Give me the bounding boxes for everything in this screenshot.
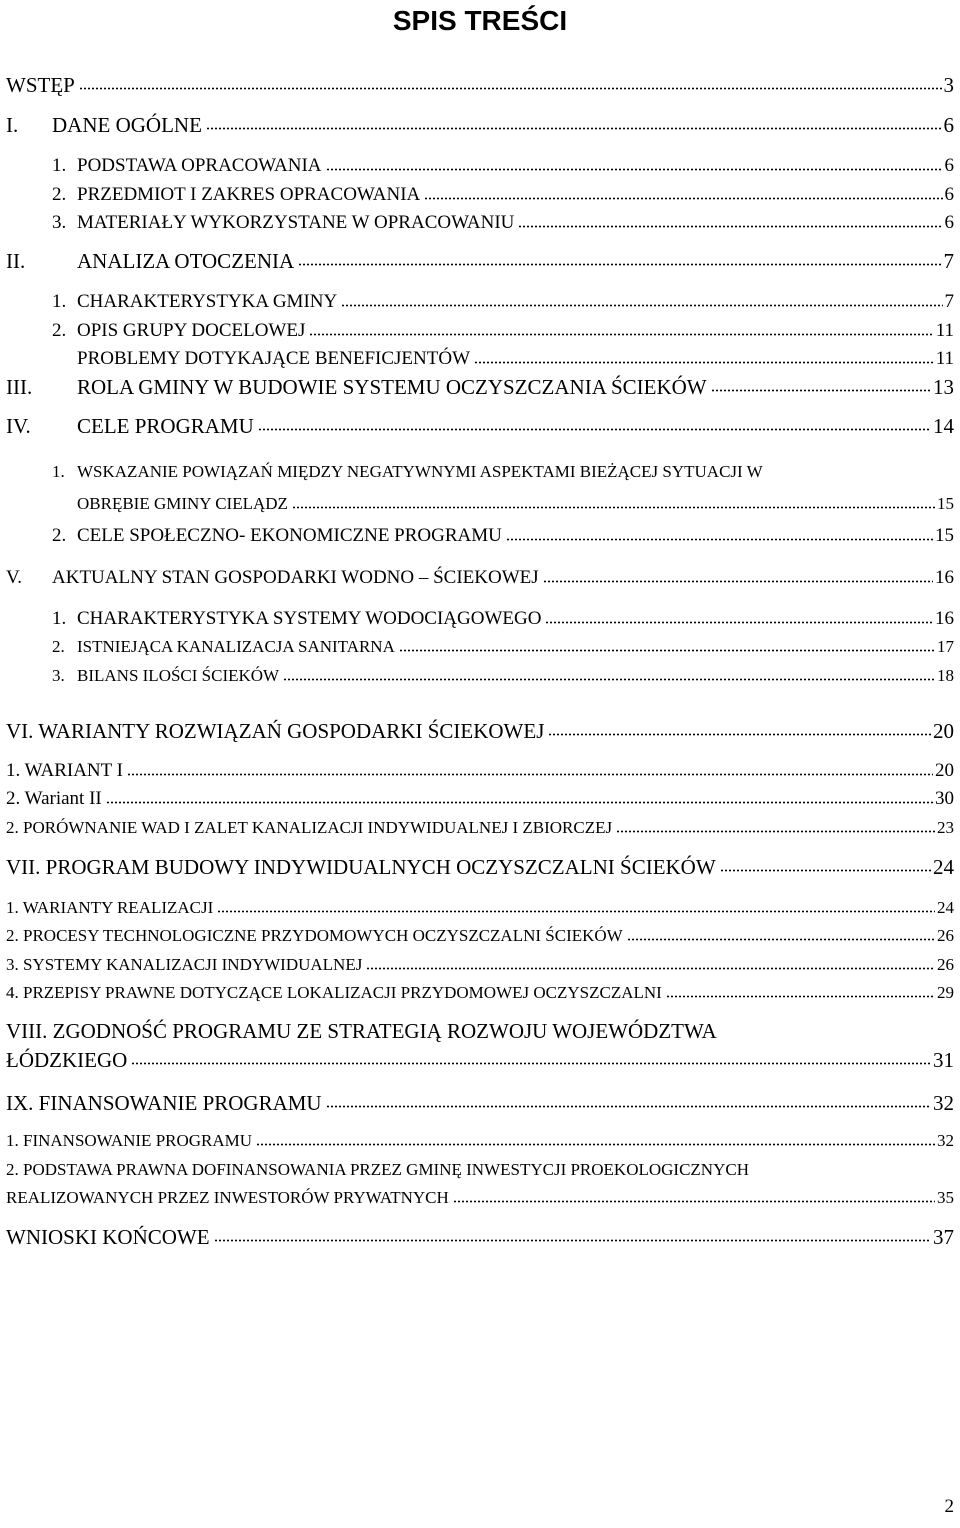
- toc-entry[interactable]: [0, 661, 960, 691]
- dot-leader: [79, 78, 942, 90]
- dot-leader: [666, 986, 935, 998]
- dot-leader: [309, 324, 933, 336]
- toc-entry-label: OBRĘBIE GMINY CIELĄDZ: [77, 494, 288, 513]
- toc-entry-label: OPIS GRUPY DOCELOWEJ: [77, 320, 306, 341]
- toc-entry-page: 6: [944, 184, 954, 205]
- toc-entry-label: ISTNIEJĄCA KANALIZACJA SANITARNA: [77, 637, 395, 656]
- toc-entry-label: ŁÓDZKIEGO: [6, 1047, 128, 1072]
- toc-entry-number: II.: [6, 248, 26, 273]
- dot-leader: [326, 1096, 931, 1108]
- toc-entry[interactable]: [0, 287, 960, 317]
- dot-leader: [256, 1134, 935, 1146]
- toc-entry[interactable]: [0, 372, 960, 402]
- toc-entry[interactable]: [0, 70, 960, 100]
- toc-entry-page: 13: [933, 374, 954, 399]
- toc-entry-page: 18: [937, 666, 954, 685]
- dot-leader: [506, 529, 933, 541]
- toc-entry-number: 2.: [52, 320, 67, 341]
- dot-leader: [627, 929, 935, 941]
- dot-leader: [341, 295, 942, 307]
- toc-entry[interactable]: [0, 110, 960, 140]
- toc-entry-page: 7: [944, 291, 954, 312]
- toc-entry[interactable]: [0, 521, 960, 551]
- toc-entry[interactable]: [0, 921, 960, 951]
- toc-entry-label: PODSTAWA OPRACOWANIA: [77, 155, 322, 176]
- toc-entry[interactable]: [0, 344, 960, 374]
- toc-entry-number: V.: [6, 567, 23, 588]
- dot-leader: [292, 497, 935, 509]
- toc-entry-label: REALIZOWANYCH PRZEZ INWESTORÓW PRYWATNYCH: [6, 1188, 449, 1207]
- toc-entry[interactable]: [0, 1088, 960, 1118]
- toc-entry-label: BILANS ILOŚCI ŚCIEKÓW: [77, 666, 280, 685]
- toc-entry[interactable]: [0, 489, 960, 519]
- toc-entry-page: 14: [933, 413, 954, 438]
- dot-leader: [518, 216, 942, 228]
- toc-entry-page: 16: [935, 567, 954, 588]
- toc-entry-label: IX. FINANSOWANIE PROGRAMU: [6, 1090, 322, 1115]
- toc-entry-page: 26: [937, 955, 954, 974]
- toc-entry[interactable]: [0, 1222, 960, 1252]
- toc-entry[interactable]: [0, 1126, 960, 1156]
- toc-entry[interactable]: [0, 151, 960, 181]
- page-title: SPIS TREŚCI: [392, 5, 568, 36]
- dot-leader: [258, 419, 931, 431]
- dot-leader: [127, 764, 933, 776]
- toc-entry-label: 2. PODSTAWA PRAWNA DOFINANSOWANIA PRZEZ GMINĘ INWESTYCJI PROEKOLOGICZNYCH: [6, 1160, 749, 1179]
- toc-entry[interactable]: [0, 411, 960, 441]
- dot-leader: [616, 821, 935, 833]
- toc-entry-label: 1. FINANSOWANIE PROGRAMU: [6, 1131, 253, 1150]
- toc-entry-page: 17: [937, 637, 954, 656]
- toc-entry[interactable]: [0, 756, 960, 786]
- toc-entry-page: 24: [937, 898, 954, 917]
- toc-entry-label: 2. PORÓWNANIE WAD I ZALET KANALIZACJI INDYWIDUALNEJ I ZBIORCZEJ: [6, 818, 613, 837]
- toc-entry-number: 1.: [52, 608, 67, 629]
- dot-leader: [131, 1053, 931, 1065]
- toc-entry[interactable]: [0, 813, 960, 843]
- toc-entry-page: 29: [937, 983, 954, 1002]
- toc-entry-page: 37: [933, 1224, 954, 1249]
- dot-leader: [206, 118, 942, 130]
- toc-entry[interactable]: [0, 978, 960, 1008]
- toc-entry[interactable]: [0, 632, 960, 662]
- dot-leader: [453, 1191, 935, 1203]
- toc-entry-page: 3: [943, 72, 954, 97]
- dot-leader: [424, 188, 942, 200]
- toc-entry[interactable]: [0, 1183, 960, 1213]
- toc-entry-label: 4. PRZEPISY PRAWNE DOTYCZĄCE LOKALIZACJI PRZYDOMOWEJ OCZYSZCZALNI: [6, 983, 662, 1002]
- toc-entry-page: 23: [937, 818, 954, 837]
- toc-entry-number: 2.: [52, 637, 65, 656]
- toc-entry-label: 1. WARIANT I: [6, 760, 123, 781]
- toc-entry-label: MATERIAŁY WYKORZYSTANE W OPRACOWANIU: [77, 212, 515, 233]
- toc-entry[interactable]: [0, 893, 960, 923]
- toc-entry-page: 11: [935, 320, 954, 341]
- toc-entry-number: I.: [6, 112, 19, 137]
- page-number: 2: [944, 1496, 954, 1517]
- toc-entry-label: DANE OGÓLNE: [52, 112, 202, 137]
- toc-entry-page: 32: [933, 1090, 954, 1115]
- toc-entry-page: 26: [937, 926, 954, 945]
- toc-entry-page: 6: [944, 212, 954, 233]
- dot-leader: [283, 669, 935, 681]
- dot-leader: [366, 958, 935, 970]
- dot-leader: [106, 792, 933, 804]
- toc-entry-label: VII. PROGRAM BUDOWY INDYWIDUALNYCH OCZYSZCZALNI ŚCIEKÓW: [6, 854, 716, 879]
- toc-entry[interactable]: [0, 950, 960, 980]
- toc-entry-label: VIII. ZGODNOŚĆ PROGRAMU ZE STRATEGIĄ ROZWOJU WOJEWÓDZTWA: [6, 1018, 717, 1043]
- toc-entry-label: 2. Wariant II: [6, 788, 102, 809]
- toc-entry-page: 7: [943, 248, 954, 273]
- dot-leader: [720, 860, 931, 872]
- toc-entry[interactable]: [0, 852, 960, 882]
- dot-leader: [711, 380, 931, 392]
- dot-leader: [548, 724, 931, 736]
- toc-entry-label: WSKAZANIE POWIĄZAŃ MIĘDZY NEGATYWNYMI ASPEKTAMI BIEŻĄCEJ SYTUACJI W: [77, 462, 763, 481]
- toc-entry-page: 31: [933, 1047, 954, 1072]
- toc-entry-label: VI. WARIANTY ROZWIĄZAŃ GOSPODARKI ŚCIEKOWEJ: [6, 718, 545, 743]
- toc-entry-page: 24: [933, 854, 954, 879]
- dot-leader: [214, 1230, 931, 1242]
- toc-entry-label: CHARAKTERYSTYKA GMINY: [77, 291, 338, 312]
- toc-entry[interactable]: [0, 604, 960, 634]
- dot-leader: [399, 640, 935, 652]
- toc-entry[interactable]: [0, 1045, 960, 1075]
- toc-entry-page: 6: [943, 112, 954, 137]
- toc-entry-number: 1.: [52, 291, 67, 312]
- dot-leader: [474, 352, 934, 364]
- toc-entry-number: 1.: [52, 155, 67, 176]
- toc-entry-page: 30: [935, 788, 954, 809]
- toc-entry-page: 20: [935, 760, 954, 781]
- dot-leader: [543, 571, 933, 583]
- toc-entry[interactable]: [0, 457, 960, 487]
- dot-leader: [545, 612, 933, 624]
- toc-entry-label: 3. SYSTEMY KANALIZACJI INDYWIDUALNEJ: [6, 955, 363, 974]
- toc-entry-page: 35: [937, 1188, 954, 1207]
- toc-entry-label: PROBLEMY DOTYKAJĄCE BENEFICJENTÓW: [77, 348, 471, 369]
- toc-entry-label: CELE PROGRAMU: [77, 413, 254, 438]
- toc-entry-page: 6: [944, 155, 954, 176]
- toc-entry-page: 15: [937, 494, 954, 513]
- toc-entry-label: ROLA GMINY W BUDOWIE SYSTEMU OCZYSZCZANIA ŚCIEKÓW: [77, 374, 707, 399]
- toc-entry-number: 1.: [52, 462, 65, 481]
- toc-entry[interactable]: [0, 1016, 960, 1046]
- toc-entry-number: 3.: [52, 212, 67, 233]
- toc-entry-page: 11: [935, 348, 954, 369]
- toc-entry-page: 15: [935, 525, 954, 546]
- toc-entry[interactable]: [0, 784, 960, 814]
- dot-leader: [326, 159, 943, 171]
- toc-entry-label: PRZEDMIOT I ZAKRES OPRACOWANIA: [77, 184, 421, 205]
- toc-entry[interactable]: [0, 316, 960, 346]
- toc-entry-page: 16: [935, 608, 954, 629]
- toc-entry-page: 32: [937, 1131, 954, 1150]
- toc-entry-label: AKTUALNY STAN GOSPODARKI WODNO – ŚCIEKOWEJ: [52, 567, 539, 588]
- toc-entry[interactable]: [0, 208, 960, 238]
- toc-entry[interactable]: [0, 180, 960, 210]
- toc-entry-number: 3.: [52, 666, 65, 685]
- dot-leader: [298, 254, 941, 266]
- toc-entry-number: IV.: [6, 413, 31, 438]
- toc-entry[interactable]: [0, 716, 960, 746]
- toc-entry-number: 2.: [52, 525, 67, 546]
- toc-entry-page: 20: [933, 718, 954, 743]
- toc-entry-number: III.: [6, 374, 33, 399]
- toc-entry-label: 1. WARIANTY REALIZACJI: [6, 898, 214, 917]
- toc-entry-number: 2.: [52, 184, 67, 205]
- toc-entry[interactable]: [0, 563, 960, 593]
- toc-entry-label: CHARAKTERYSTYKA SYSTEMY WODOCIĄGOWEGO: [77, 608, 542, 629]
- toc-entry-label: 2. PROCESY TECHNOLOGICZNE PRZYDOMOWYCH OCZYSZCZALNI ŚCIEKÓW: [6, 926, 623, 945]
- toc-entry[interactable]: [0, 1155, 960, 1185]
- dot-leader: [217, 901, 935, 913]
- toc-entry-label: WSTĘP: [6, 72, 75, 97]
- toc-entry-label: ANALIZA OTOCZENIA: [77, 248, 295, 273]
- toc-entry-label: CELE SPOŁECZNO- EKONOMICZNE PROGRAMU: [77, 525, 502, 546]
- toc-entry[interactable]: [0, 246, 960, 276]
- toc-entry-label: WNIOSKI KOŃCOWE: [6, 1224, 210, 1249]
